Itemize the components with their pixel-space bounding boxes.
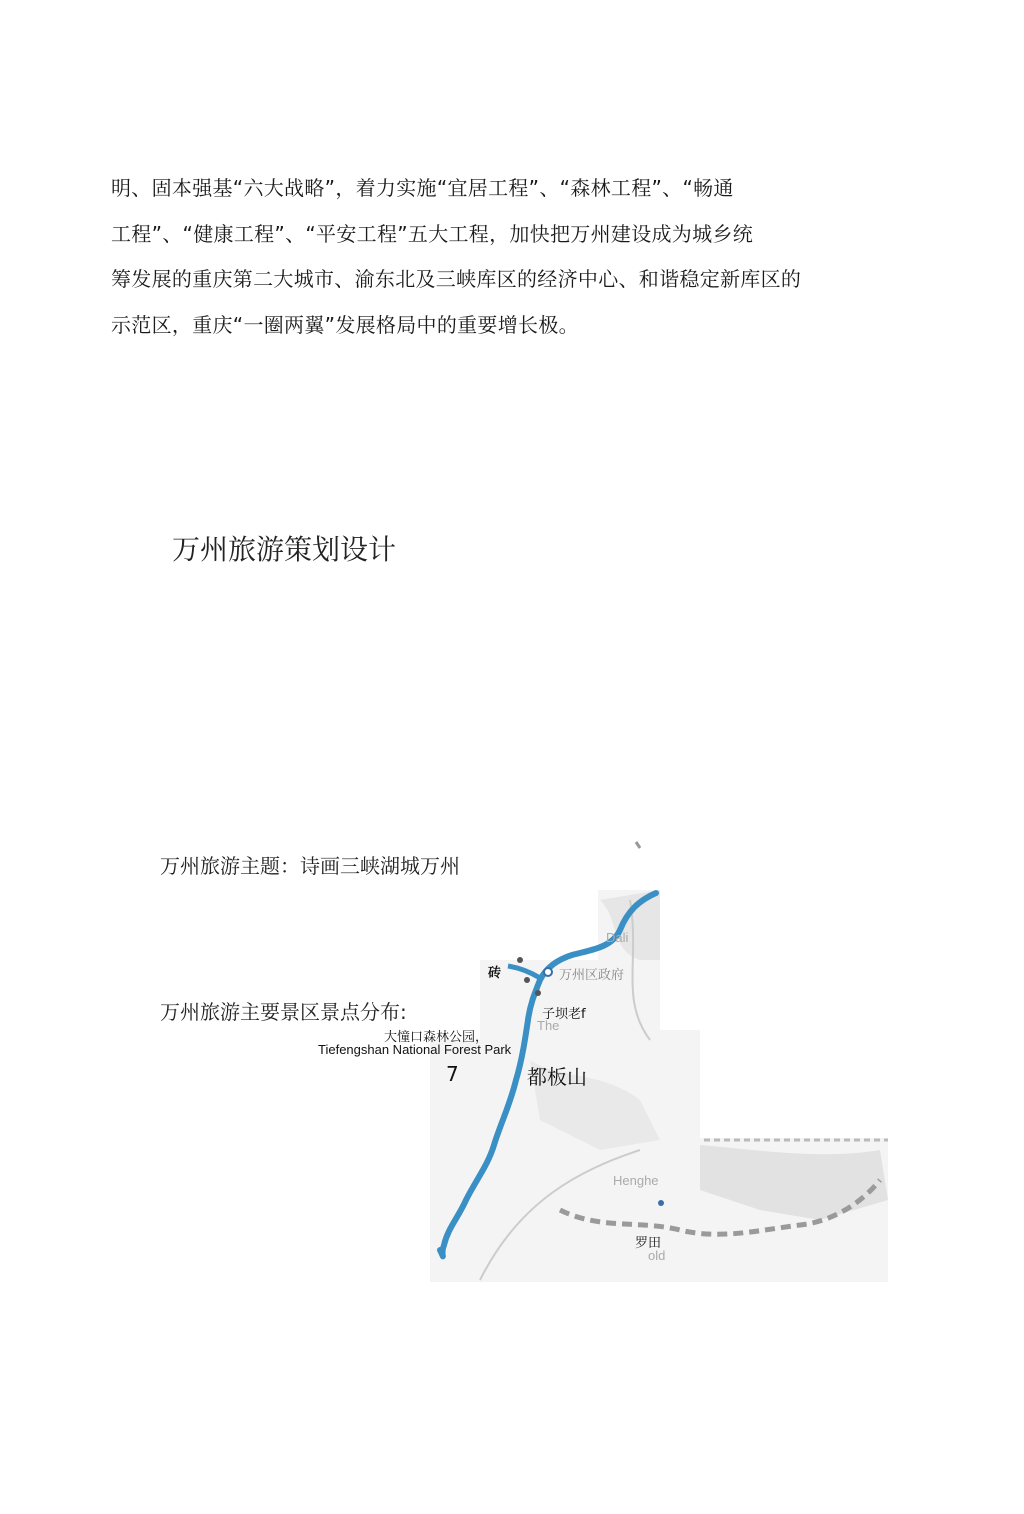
section-heading: 万州旅游策划设计 [172, 533, 397, 566]
map-dot [517, 957, 523, 963]
map-label-mountain: 都板山 [527, 1065, 587, 1089]
map-dot [535, 990, 541, 996]
map-dot [658, 1200, 664, 1206]
map-label-left: 砖 [488, 966, 502, 981]
map-label-baizi: 子坝老f [542, 1007, 586, 1022]
map-label-park-cn: 大憧口森林公园， [384, 1030, 489, 1045]
paragraph-line: 筹发展的重庆第二大城市、渝东北及三峡库区的经济中心、和谐稳定新库区的 [111, 267, 802, 291]
map-mark [636, 842, 640, 848]
map-label-luotian: 罗田 [635, 1236, 662, 1251]
map-label-park-en: Tiefengshan National Forest Park [318, 1042, 512, 1057]
map-label-henghe: Henghe [613, 1173, 659, 1188]
map-dot [524, 977, 530, 983]
paragraph-line: 明、固本强基“六大战略”，着力实施“宜居工程”、“森林工程”、“畅通 [111, 176, 734, 200]
map-label-dali: Dali [606, 930, 629, 945]
paragraph-line: 工程”、“健康工程”、“平安工程”五大工程，加快把万州建设成为城乡统 [111, 221, 754, 246]
government-marker [544, 968, 552, 976]
map-label-the: The [537, 1018, 560, 1033]
paragraph-line: 示范区，重庆“一圈两翼”发展格局中的重要增长极。 [111, 312, 579, 337]
attraction-distribution-label: 万州旅游主要景区景点分布: [160, 1000, 407, 1024]
tourism-theme: 万州旅游主题：诗画三峡湖城万州 [160, 854, 460, 878]
map-label-government: 万州区政府 [559, 968, 625, 983]
map-label-old: old [648, 1248, 666, 1263]
map-label-number: 7 [446, 1062, 459, 1086]
